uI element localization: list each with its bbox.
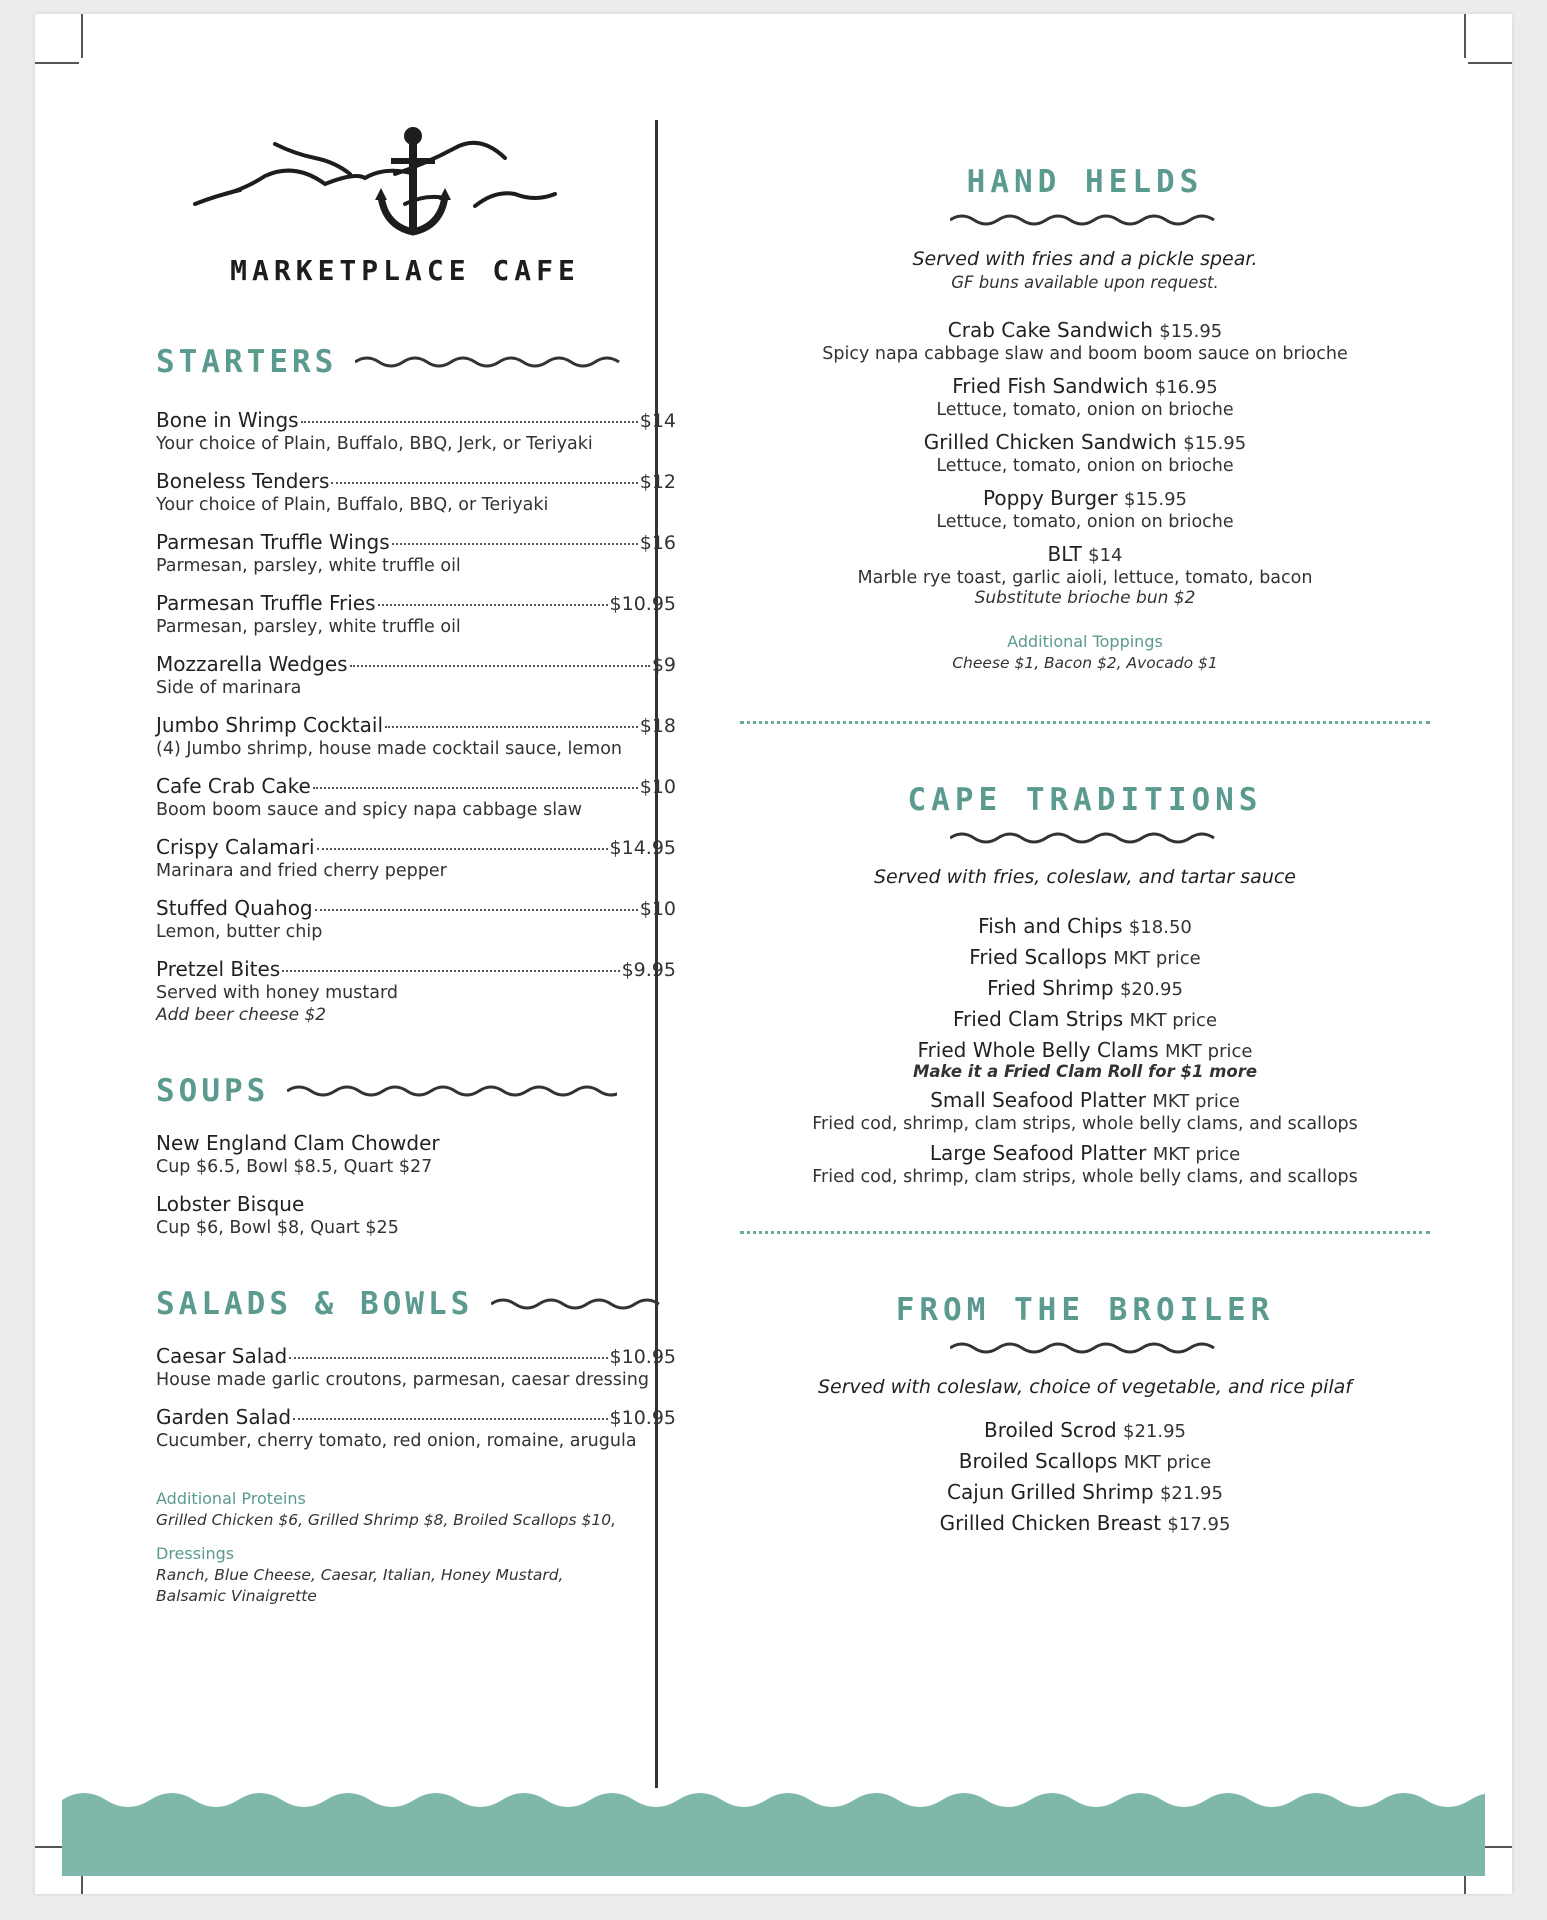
wave-divider-icon	[950, 1340, 1220, 1356]
crop-mark	[1464, 14, 1466, 58]
item-desc: Lemon, butter chip	[156, 922, 323, 942]
salads-list	[156, 1344, 676, 1451]
handhelds-subtitle-2: GF buns available upon request.	[951, 273, 1219, 292]
item-name: Stuffed Quahog	[156, 896, 313, 920]
proteins-label: Additional Proteins	[156, 1489, 306, 1508]
dot-leader	[289, 1357, 607, 1359]
menu-item	[156, 835, 676, 881]
item-price: MKT price	[1152, 1090, 1240, 1112]
menu-item	[735, 976, 1435, 1000]
item-price: $16.95	[1154, 377, 1218, 398]
item-desc: Lettuce, tomato, onion on brioche	[936, 400, 1234, 420]
wave-divider-icon	[950, 212, 1220, 228]
dot-leader	[282, 970, 619, 972]
section-title-starters: STARTERS	[156, 344, 338, 380]
menu-item	[735, 945, 1435, 969]
item-price: $15.95	[1124, 489, 1187, 510]
cape-section	[735, 782, 1435, 1187]
dot-leader	[385, 726, 638, 728]
dot-leader	[350, 665, 650, 667]
item-price: $12	[639, 471, 676, 493]
item-price: MKT price	[1129, 1009, 1218, 1031]
dotted-divider	[740, 1231, 1430, 1234]
menu-item	[735, 430, 1435, 476]
item-price: $14.95	[609, 837, 676, 859]
item-desc: Parmesan, parsley, white truffle oil	[156, 556, 461, 576]
wave-divider-icon	[287, 1083, 617, 1099]
broiler-subtitle: Served with coleslaw, choice of vegetable, and rice pilaf	[817, 1375, 1352, 1398]
item-price: MKT price	[1165, 1040, 1253, 1062]
dressings-label: Dressings	[156, 1543, 235, 1563]
item-desc: Parmesan, parsley, white truffle oil	[156, 617, 461, 637]
handhelds-list	[735, 318, 1435, 608]
menu-item	[156, 530, 676, 576]
menu-item	[735, 914, 1435, 938]
item-desc: Spicy napa cabbage slaw and boom boom sauce on brioche	[822, 344, 1348, 364]
section-title-handhelds: HAND HELDS	[966, 164, 1204, 200]
item-name: BLT	[1047, 542, 1082, 566]
menu-item	[156, 1405, 676, 1451]
menu-item	[156, 469, 676, 515]
footer-wave-band	[62, 1786, 1485, 1876]
dot-leader	[378, 604, 608, 606]
menu-item	[735, 1141, 1435, 1187]
starters-header	[156, 344, 676, 380]
item-desc: Cup $6, Bowl $8, Quart $25	[156, 1218, 399, 1238]
item-name: New England Clam Chowder	[156, 1131, 440, 1155]
item-price: $14	[639, 410, 676, 432]
menu-item	[735, 1007, 1435, 1031]
menu-item	[735, 374, 1435, 420]
item-name: Broiled Scrod	[984, 1417, 1117, 1442]
item-desc: Marble rye toast, garlic aioli, lettuce, tomato, bacon	[857, 568, 1313, 588]
menu-item	[156, 774, 676, 820]
broiler-list	[735, 1418, 1435, 1535]
item-price: $9.95	[621, 959, 676, 981]
item-price: $20.95	[1119, 978, 1183, 1000]
menu-item	[735, 542, 1435, 608]
item-name: Fried Scallops	[969, 944, 1107, 969]
crop-mark	[35, 62, 79, 64]
cape-subtitle: Served with fries, coleslaw, and tartar sauce	[873, 865, 1296, 888]
item-name: Jumbo Shrimp Cocktail	[156, 713, 384, 737]
dot-leader	[317, 848, 608, 850]
item-desc: Lettuce, tomato, onion on brioche	[936, 456, 1234, 476]
soups-header	[156, 1073, 676, 1109]
item-name: Crispy Calamari	[156, 835, 315, 859]
item-name: Grilled Chicken Sandwich	[923, 430, 1177, 454]
broiler-section	[735, 1292, 1435, 1535]
crop-mark	[1468, 62, 1512, 64]
item-name: Poppy Burger	[982, 486, 1118, 510]
item-name: Fried Shrimp	[987, 975, 1114, 1000]
item-name: Caesar Salad	[156, 1344, 288, 1368]
menu-item	[735, 1480, 1435, 1504]
item-name: Large Seafood Platter	[929, 1140, 1147, 1165]
item-desc: Your choice of Plain, Buffalo, BBQ, or Teriyaki	[156, 495, 549, 515]
handhelds-section	[735, 164, 1435, 675]
item-price: $21.95	[1159, 1482, 1223, 1504]
item-desc: Fried cod, shrimp, clam strips, whole belly clams, and scallops	[812, 1166, 1358, 1187]
item-name: Small Seafood Platter	[930, 1087, 1146, 1112]
salad-extras	[156, 1489, 676, 1608]
wave-divider-icon	[491, 1296, 661, 1312]
wave-divider-icon	[355, 354, 625, 370]
item-note: Make it a Fried Clam Roll for $1 more	[912, 1061, 1258, 1081]
item-desc: Your choice of Plain, Buffalo, BBQ, Jerk, or Teriyaki	[156, 434, 593, 454]
salads-header	[156, 1286, 676, 1322]
menu-item	[156, 408, 676, 454]
item-price: $16	[639, 532, 676, 554]
menu-item	[735, 1088, 1435, 1134]
item-name: Boneless Tenders	[156, 469, 330, 493]
item-price: $15.95	[1183, 433, 1247, 454]
item-price: $18	[639, 715, 676, 737]
item-name: Cafe Crab Cake	[156, 774, 311, 798]
section-title-cape: CAPE TRADITIONS	[907, 781, 1263, 818]
menu-item	[156, 1192, 676, 1238]
item-name: Broiled Scallops	[958, 1448, 1118, 1473]
item-name: Bone in Wings	[156, 408, 299, 432]
dot-leader	[301, 421, 638, 423]
proteins-text: Grilled Chicken $6, Grilled Shrimp $8, Broiled Scallops $10,	[156, 1511, 617, 1529]
item-note: Substitute brioche bun $2	[974, 588, 1196, 608]
item-price: $9	[651, 654, 676, 676]
item-price: $10	[639, 776, 676, 798]
item-desc: Lettuce, tomato, onion on brioche	[936, 512, 1234, 532]
item-desc: Cucumber, cherry tomato, red onion, romaine, arugula	[156, 1431, 637, 1451]
item-name: Mozzarella Wedges	[156, 652, 348, 676]
item-desc: Marinara and fried cherry pepper	[156, 861, 447, 881]
menu-item	[156, 652, 676, 698]
section-title-salads: SALADS & BOWLS	[156, 1286, 474, 1322]
item-price: $10	[639, 898, 676, 920]
anchor-icon	[185, 114, 625, 244]
menu-item	[735, 1038, 1435, 1081]
item-price: MKT price	[1123, 1451, 1212, 1473]
menu-page	[35, 14, 1512, 1894]
item-desc: (4) Jumbo shrimp, house made cocktail sauce, lemon	[156, 739, 622, 759]
item-desc: Served with honey mustard	[156, 983, 398, 1003]
menu-item	[735, 486, 1435, 532]
handhelds-subtitle: Served with fries and a pickle spear.	[912, 248, 1258, 270]
item-price: MKT price	[1113, 947, 1201, 969]
right-column	[735, 164, 1435, 1542]
item-price: $14	[1088, 545, 1123, 566]
dot-leader	[331, 482, 637, 484]
item-desc: Side of marinara	[156, 678, 302, 698]
item-name: Fish and Chips	[978, 913, 1123, 938]
wave-divider-icon	[950, 830, 1220, 846]
item-desc: Fried cod, shrimp, clam strips, whole belly clams, and scallops	[812, 1113, 1358, 1134]
item-price: $10.95	[609, 1407, 676, 1429]
item-name: Fried Fish Sandwich	[952, 374, 1149, 398]
item-name: Parmesan Truffle Fries	[156, 591, 376, 615]
toppings-text: Cheese $1, Bacon $2, Avocado $1	[952, 654, 1218, 672]
item-price: $18.50	[1128, 916, 1192, 938]
item-desc: Cup $6.5, Bowl $8.5, Quart $27	[156, 1157, 433, 1177]
cape-list	[735, 914, 1435, 1187]
toppings-label: Additional Toppings	[1007, 632, 1163, 651]
item-name: Garden Salad	[156, 1405, 292, 1429]
soups-list	[156, 1131, 676, 1238]
item-desc: Boom boom sauce and spicy napa cabbage slaw	[156, 800, 583, 820]
item-name: Cajun Grilled Shrimp	[947, 1479, 1154, 1504]
item-name: Fried Whole Belly Clams	[917, 1037, 1159, 1062]
item-price: $10.95	[609, 1346, 676, 1368]
menu-item	[156, 1131, 676, 1177]
dot-leader	[392, 543, 638, 545]
item-price: $15.95	[1159, 321, 1223, 342]
item-note: Add beer cheese $2	[156, 1005, 327, 1025]
item-name: Crab Cake Sandwich	[947, 318, 1153, 342]
item-name: Parmesan Truffle Wings	[156, 530, 390, 554]
brand-name: MARKETPLACE CAFE	[230, 254, 580, 287]
item-desc: House made garlic croutons, parmesan, caesar dressing	[156, 1370, 649, 1390]
menu-item	[156, 591, 676, 637]
section-title-broiler: FROM THE BROILER	[895, 1291, 1275, 1328]
item-name: Grilled Chicken Breast	[939, 1510, 1162, 1535]
section-title-soups: SOUPS	[156, 1073, 270, 1109]
toppings-block	[735, 632, 1435, 675]
item-name: Fried Clam Strips	[952, 1006, 1124, 1031]
dot-leader	[313, 787, 638, 789]
item-price: $21.95	[1123, 1420, 1186, 1442]
dot-leader	[293, 1418, 607, 1420]
menu-item	[156, 713, 676, 759]
menu-item	[735, 1449, 1435, 1473]
menu-item	[156, 957, 676, 1025]
menu-item	[735, 1418, 1435, 1442]
item-name: Lobster Bisque	[156, 1192, 305, 1216]
logo	[185, 114, 625, 304]
dotted-divider	[740, 721, 1430, 724]
menu-item	[156, 1344, 676, 1390]
menu-item	[156, 896, 676, 942]
left-column	[156, 344, 676, 1608]
item-name: Pretzel Bites	[156, 957, 281, 981]
dot-leader	[315, 909, 638, 911]
dressings-text: Ranch, Blue Cheese, Caesar, Italian, Honey Mustard, Balsamic Vinaigrette	[156, 1565, 564, 1606]
menu-item	[735, 1511, 1435, 1535]
item-price: $17.95	[1167, 1513, 1231, 1535]
item-price: MKT price	[1152, 1143, 1241, 1165]
starters-list	[156, 408, 676, 1025]
menu-item	[735, 318, 1435, 364]
item-price: $10.95	[609, 593, 676, 615]
crop-mark	[81, 14, 83, 58]
